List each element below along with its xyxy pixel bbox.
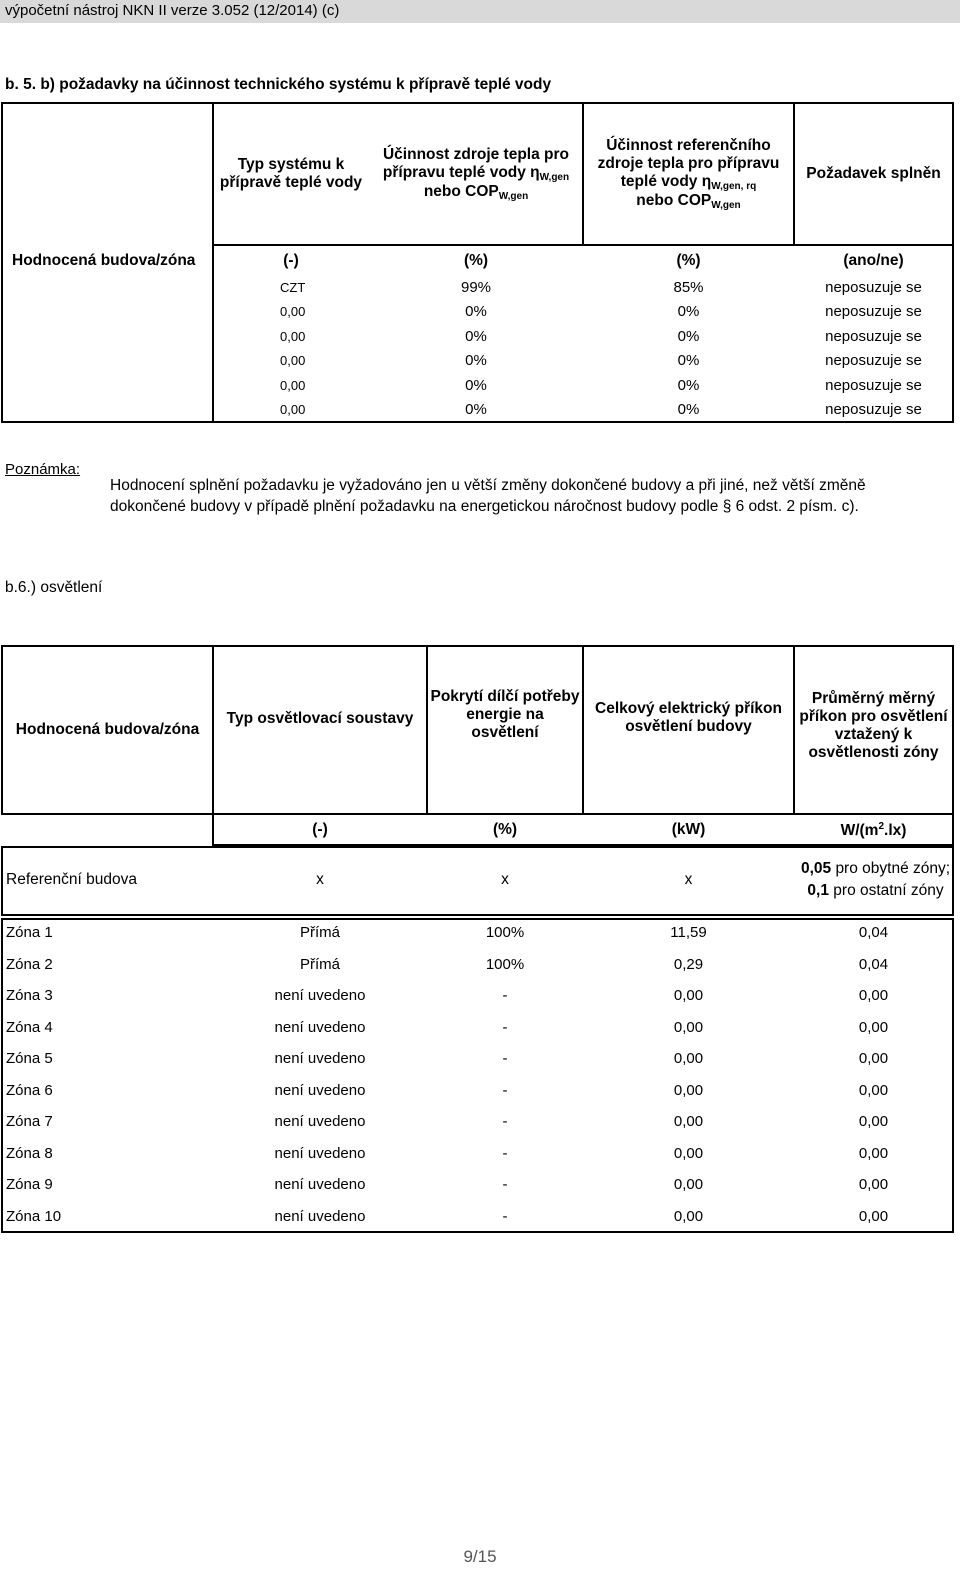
b5-unit: (ano/ne) [843, 252, 904, 269]
b5-row-cell: neposuzuje se [825, 303, 922, 320]
reference-value: x [316, 871, 324, 888]
b5-row-cell: 99% [460, 278, 492, 296]
zone-name: Zóna 4 [6, 1018, 53, 1036]
zone-cell: 0,00 [673, 1113, 704, 1130]
b5-unit: (-) [283, 252, 299, 269]
b5-zone-label: Hodnocená budova/zóna [12, 252, 196, 269]
b6-unit: (%) [492, 821, 518, 838]
reference-label: Referenční budova [6, 871, 137, 888]
b5-row-cell: CZT [280, 279, 306, 295]
b6-unit: (kW) [671, 821, 706, 838]
zone-cell: není uvedeno [274, 1081, 366, 1099]
b5-row-cell: neposuzuje se [825, 401, 922, 418]
zone-name: Zóna 8 [6, 1144, 53, 1162]
header-reference-efficiency: Účinnost referenčního zdroje tepla pro přípravu teplé vody $\eta_{W,gen, rq}$ nebo $COP_{W,gen}$ [597, 137, 780, 211]
section-b6-title: b.6.) osvětlení [5, 579, 103, 596]
b5-row-cell: neposuzuje se [825, 352, 922, 369]
b5-row-cell: 0% [677, 401, 700, 418]
header-requirement-met: Požadavek splněn [806, 165, 941, 182]
zone-cell: 0,29 [673, 955, 704, 973]
zone-cell: 0,00 [858, 1081, 889, 1099]
zone-cell: není uvedeno [274, 987, 366, 1004]
zone-cell: 0,00 [858, 1207, 889, 1225]
zone-cell: 0,04 [858, 955, 889, 973]
zone-cell: 0,00 [673, 1081, 704, 1099]
header-source-efficiency: Účinnost zdroje tepla pro přípravu teplé vody $\eta_{W,gen}$ nebo $COP_{W,gen}$ [382, 146, 570, 202]
b6-unit: (-) [312, 821, 328, 838]
zone-cell: není uvedeno [274, 1144, 366, 1162]
b5-row-cell: 0% [677, 352, 700, 369]
b5-row-cell: 0,00 [280, 353, 306, 368]
zone-cell: 0,04 [858, 924, 889, 941]
b5-row-cell: 0,00 [280, 328, 306, 344]
zone-cell: - [502, 1207, 508, 1225]
zone-cell: není uvedeno [274, 1018, 366, 1036]
zone-cell: není uvedeno [274, 1050, 366, 1067]
zone-name: Zóna 6 [6, 1081, 53, 1099]
zone-cell: - [502, 1113, 508, 1130]
zone-cell: 11,59 [670, 924, 707, 941]
b5-row-cell: neposuzuje se [825, 278, 922, 296]
zone-cell: - [502, 987, 508, 1004]
zone-cell: 0,00 [673, 987, 704, 1004]
zone-cell: 0,00 [673, 1144, 704, 1162]
b5-unit: (%) [463, 252, 489, 269]
zone-name: Zóna 3 [6, 987, 53, 1004]
zone-cell: není uvedeno [274, 1176, 366, 1193]
b5-row-cell: 0,00 [280, 377, 306, 393]
zone-cell: 0,00 [858, 1018, 889, 1036]
zone-cell: - [502, 1050, 508, 1067]
zone-cell: 0,00 [858, 987, 889, 1004]
reference-requirement-2: 0,1 pro ostatní zóny [807, 882, 944, 899]
zone-name: Zóna 10 [6, 1207, 62, 1225]
reference-value: x [501, 871, 509, 888]
b5-row-cell: 0% [465, 376, 487, 394]
zone-name: Zóna 1 [6, 924, 53, 941]
zone-cell: 0,00 [858, 1113, 889, 1130]
b5-unit: (%) [676, 252, 701, 269]
zone-cell: 0,00 [673, 1018, 704, 1036]
header-coverage: Pokrytí dílčí potřeby energie na osvětlení [430, 688, 580, 741]
header-specific-power: Průměrný měrný příkon pro osvětlení vztažený k osvětlenosti zóny [799, 690, 948, 761]
zone-cell: 0,00 [673, 1207, 704, 1225]
zone-cell: není uvedeno [274, 1113, 366, 1130]
b6-unit: $W/(m^2.lx)$ [840, 820, 907, 839]
page-number: 9/15 [463, 1547, 497, 1566]
note-label: Poznámka: [5, 461, 81, 478]
tool-title: výpočetní nástroj NKN II verze 3.052 (12/2014) (c) [5, 2, 340, 19]
zone-cell: 0,00 [673, 1050, 704, 1067]
header-system-type: Typ systému k přípravě teplé vody [219, 156, 363, 191]
zone-cell: 0,00 [673, 1176, 704, 1193]
zone-name: Zóna 9 [6, 1176, 53, 1193]
zone-name: Zóna 7 [6, 1113, 53, 1130]
b5-row-cell: 0% [465, 303, 487, 320]
zone-name: Zóna 5 [6, 1050, 53, 1067]
b5-row-cell: 0% [465, 401, 487, 418]
zone-cell: - [502, 1144, 508, 1162]
zone-cell: není uvedeno [274, 1207, 366, 1225]
b5-row-cell: 0% [677, 303, 700, 320]
zone-cell: Přímá [299, 924, 340, 941]
reference-requirement-1: 0,05 pro obytné zóny; [800, 860, 951, 877]
zone-name: Zóna 2 [6, 955, 53, 973]
zone-cell: 100% [485, 924, 525, 941]
zone-cell: 100% [485, 955, 525, 973]
b5-row-cell: 85% [673, 278, 704, 296]
note-line-2: dokončené budovy v případě plnění požadavku na energetickou náročnost budovy podle § 6 odst. 2 písm. c). [110, 498, 859, 515]
header-total-power: Celkový elektrický příkon osvětlení budovy [595, 700, 782, 735]
b5-row-cell: 0% [677, 327, 700, 345]
b5-row-cell: 0% [677, 376, 700, 394]
zone-cell: - [502, 1018, 508, 1036]
note-line-1: Hodnocení splnění požadavku je vyžadováno jen u větší změny dokončené budovy a při jiné, než větší změně [110, 477, 866, 494]
b5-row-cell: 0% [465, 327, 487, 345]
zone-cell: Přímá [299, 955, 340, 973]
zone-cell: - [502, 1176, 508, 1193]
b5-row-cell: neposuzuje se [825, 376, 922, 394]
zone-cell: - [502, 1081, 508, 1099]
b5-row-cell: neposuzuje se [825, 327, 922, 345]
header-lighting-type: Typ osvětlovací soustavy [226, 710, 414, 727]
reference-value: x [684, 871, 693, 888]
zone-cell: 0,00 [858, 1176, 889, 1193]
header-zone: Hodnocená budova/zóna [15, 721, 200, 738]
b5-row-cell: 0% [465, 352, 487, 369]
zone-cell: 0,00 [858, 1050, 889, 1067]
zone-cell: 0,00 [858, 1144, 889, 1162]
b5-row-cell: 0,00 [280, 304, 306, 319]
b5-row-cell: 0,00 [280, 402, 306, 417]
section-b5-title: b. 5. b) požadavky na účinnost technického systému k přípravě teplé vody [5, 76, 552, 93]
